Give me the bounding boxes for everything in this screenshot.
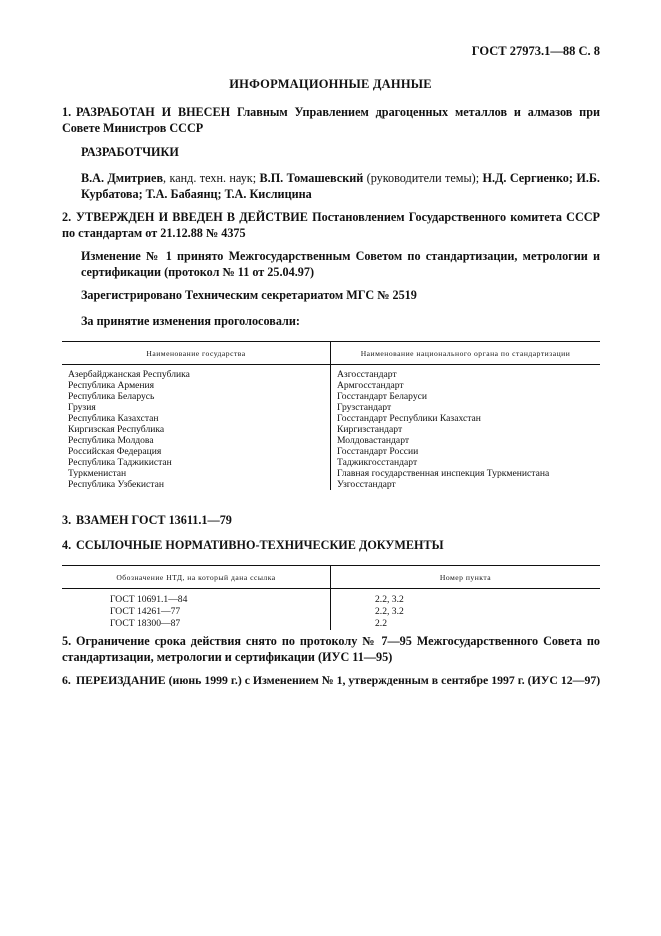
body-cell: Киргизстандарт <box>337 424 403 435</box>
table-row <box>62 446 600 457</box>
body-cell: Молдовастандарт <box>337 435 410 446</box>
state-cell: Республика Армения <box>62 380 331 391</box>
section-6 <box>62 672 600 688</box>
table-row <box>62 424 600 435</box>
body-cell: Узгосстандарт <box>337 479 396 490</box>
body-cell: Госстандарт Республики Казахстан <box>337 413 481 424</box>
developer-note: , канд. техн. наук; <box>163 171 260 185</box>
table-header-row <box>62 342 600 365</box>
document-reference: ГОСТ 27973.1—88 С. 8 <box>471 44 600 58</box>
column-header-document: Обозначение НТД, на который дана ссылка <box>62 566 331 589</box>
section-5 <box>62 633 600 665</box>
document-cell: ГОСТ 10691.1—84 <box>62 594 331 606</box>
body-cell: Госстандарт Беларуси <box>337 391 428 402</box>
developer-name: В.П. Томашевский <box>259 171 364 185</box>
page-title: ИНФОРМАЦИОННЫЕ ДАННЫЕ <box>229 77 432 91</box>
column-header-clause: Номер пункта <box>331 566 601 589</box>
amendment-note: Изменение № 1 принято Межгосударственным Советом по стандартизации, метрологии и сертификации (протокол № 11 от 25.04.97) <box>81 249 600 279</box>
developer-name: Н.Д. Сергиенко; И.Б. Курбатова; Т.А. Бабаянц; Т.А. Кислицина <box>81 171 600 201</box>
table-row <box>62 391 600 402</box>
developers-heading: РАЗРАБОТЧИКИ <box>81 145 179 159</box>
state-cell: Азербайджанская Республика <box>62 369 331 380</box>
section-3 <box>62 512 600 528</box>
body-cell: Азгосстандарт <box>337 369 397 380</box>
table-row <box>62 468 600 479</box>
body-cell: Госстандарт России <box>337 446 419 457</box>
table-row <box>62 380 600 391</box>
body-cell: Грузстандарт <box>337 402 392 413</box>
developer-name: В.А. Дмитриев <box>81 171 164 185</box>
voting-note: За принятие изменения проголосовали: <box>81 314 300 328</box>
state-cell: Республика Казахстан <box>62 413 331 424</box>
state-cell: Республика Беларусь <box>62 391 331 402</box>
table-header-row <box>62 566 600 589</box>
document-cell: ГОСТ 14261—77 <box>62 606 331 618</box>
clause-cell: 2.2, 3.2 <box>375 594 404 605</box>
state-cell: Грузия <box>62 402 331 413</box>
clause-cell: 2.2 <box>375 618 387 629</box>
table-row <box>62 369 600 380</box>
table-row <box>62 413 600 424</box>
body-cell: Главная государственная инспекция Туркменистана <box>337 468 550 479</box>
table-row <box>62 402 600 413</box>
section-3-number: 3. <box>62 513 72 527</box>
state-cell: Киргизская Республика <box>62 424 331 435</box>
registration-note: Зарегистрировано Техническим секретариатом МГС № 2519 <box>81 288 417 302</box>
section-5-text: Ограничение срока действия снято по протоколу № 7—95 Межгосударственного Совета по стандартизации, метрологии и сертификации (ИУС 11—95) <box>62 634 600 664</box>
table-row <box>62 618 600 630</box>
clause-cell: 2.2, 3.2 <box>375 606 404 617</box>
state-cell: Российская Федерация <box>62 446 331 457</box>
table-row <box>62 594 600 606</box>
section-3-text: ВЗАМЕН ГОСТ 13611.1—79 <box>76 513 232 527</box>
section-4 <box>62 537 600 553</box>
section-2-text: УТВЕРЖДЕН И ВВЕДЕН В ДЕЙСТВИЕ Постановлением Государственного комитета СССР по стандартам от 21.12.88 № 4375 <box>62 210 600 240</box>
section-2-number: 2. <box>62 210 72 224</box>
states-table <box>62 341 600 490</box>
developers-list <box>81 170 600 202</box>
references-table <box>62 565 600 630</box>
state-cell: Республика Таджикистан <box>62 457 331 468</box>
section-5-number: 5. <box>62 634 72 648</box>
body-cell: Армгосстандарт <box>337 380 404 391</box>
column-header-state: Наименование государства <box>62 342 331 365</box>
table-row <box>62 435 600 446</box>
state-cell: Республика Молдова <box>62 435 331 446</box>
section-2 <box>62 209 600 241</box>
table-row <box>62 457 600 468</box>
table-row <box>62 606 600 618</box>
column-header-body: Наименование национального органа по стандартизации <box>331 342 601 365</box>
body-cell: Таджикгосстандарт <box>337 457 418 468</box>
state-cell: Республика Узбекистан <box>62 479 331 490</box>
section-1-number: 1. <box>62 105 72 119</box>
state-cell: Туркменистан <box>62 468 331 479</box>
section-1-text: РАЗРАБОТАН И ВНЕСЕН Главным Управлением драгоценных металлов и алмазов при Совете Министров СССР <box>62 105 600 135</box>
section-6-text: ПЕРЕИЗДАНИЕ (июнь 1999 г.) с Изменением № 1, утвержденным в сентябре 1997 г. (ИУС 12—97) <box>76 673 601 687</box>
section-6-number: 6. <box>62 673 71 687</box>
table-row <box>62 479 600 490</box>
section-1 <box>62 104 600 136</box>
document-cell: ГОСТ 18300—87 <box>62 618 331 630</box>
section-4-text: ССЫЛОЧНЫЕ НОРМАТИВНО-ТЕХНИЧЕСКИЕ ДОКУМЕНТЫ <box>76 538 444 552</box>
developer-note: (руководители темы); <box>363 171 483 185</box>
section-4-number: 4. <box>62 538 72 552</box>
